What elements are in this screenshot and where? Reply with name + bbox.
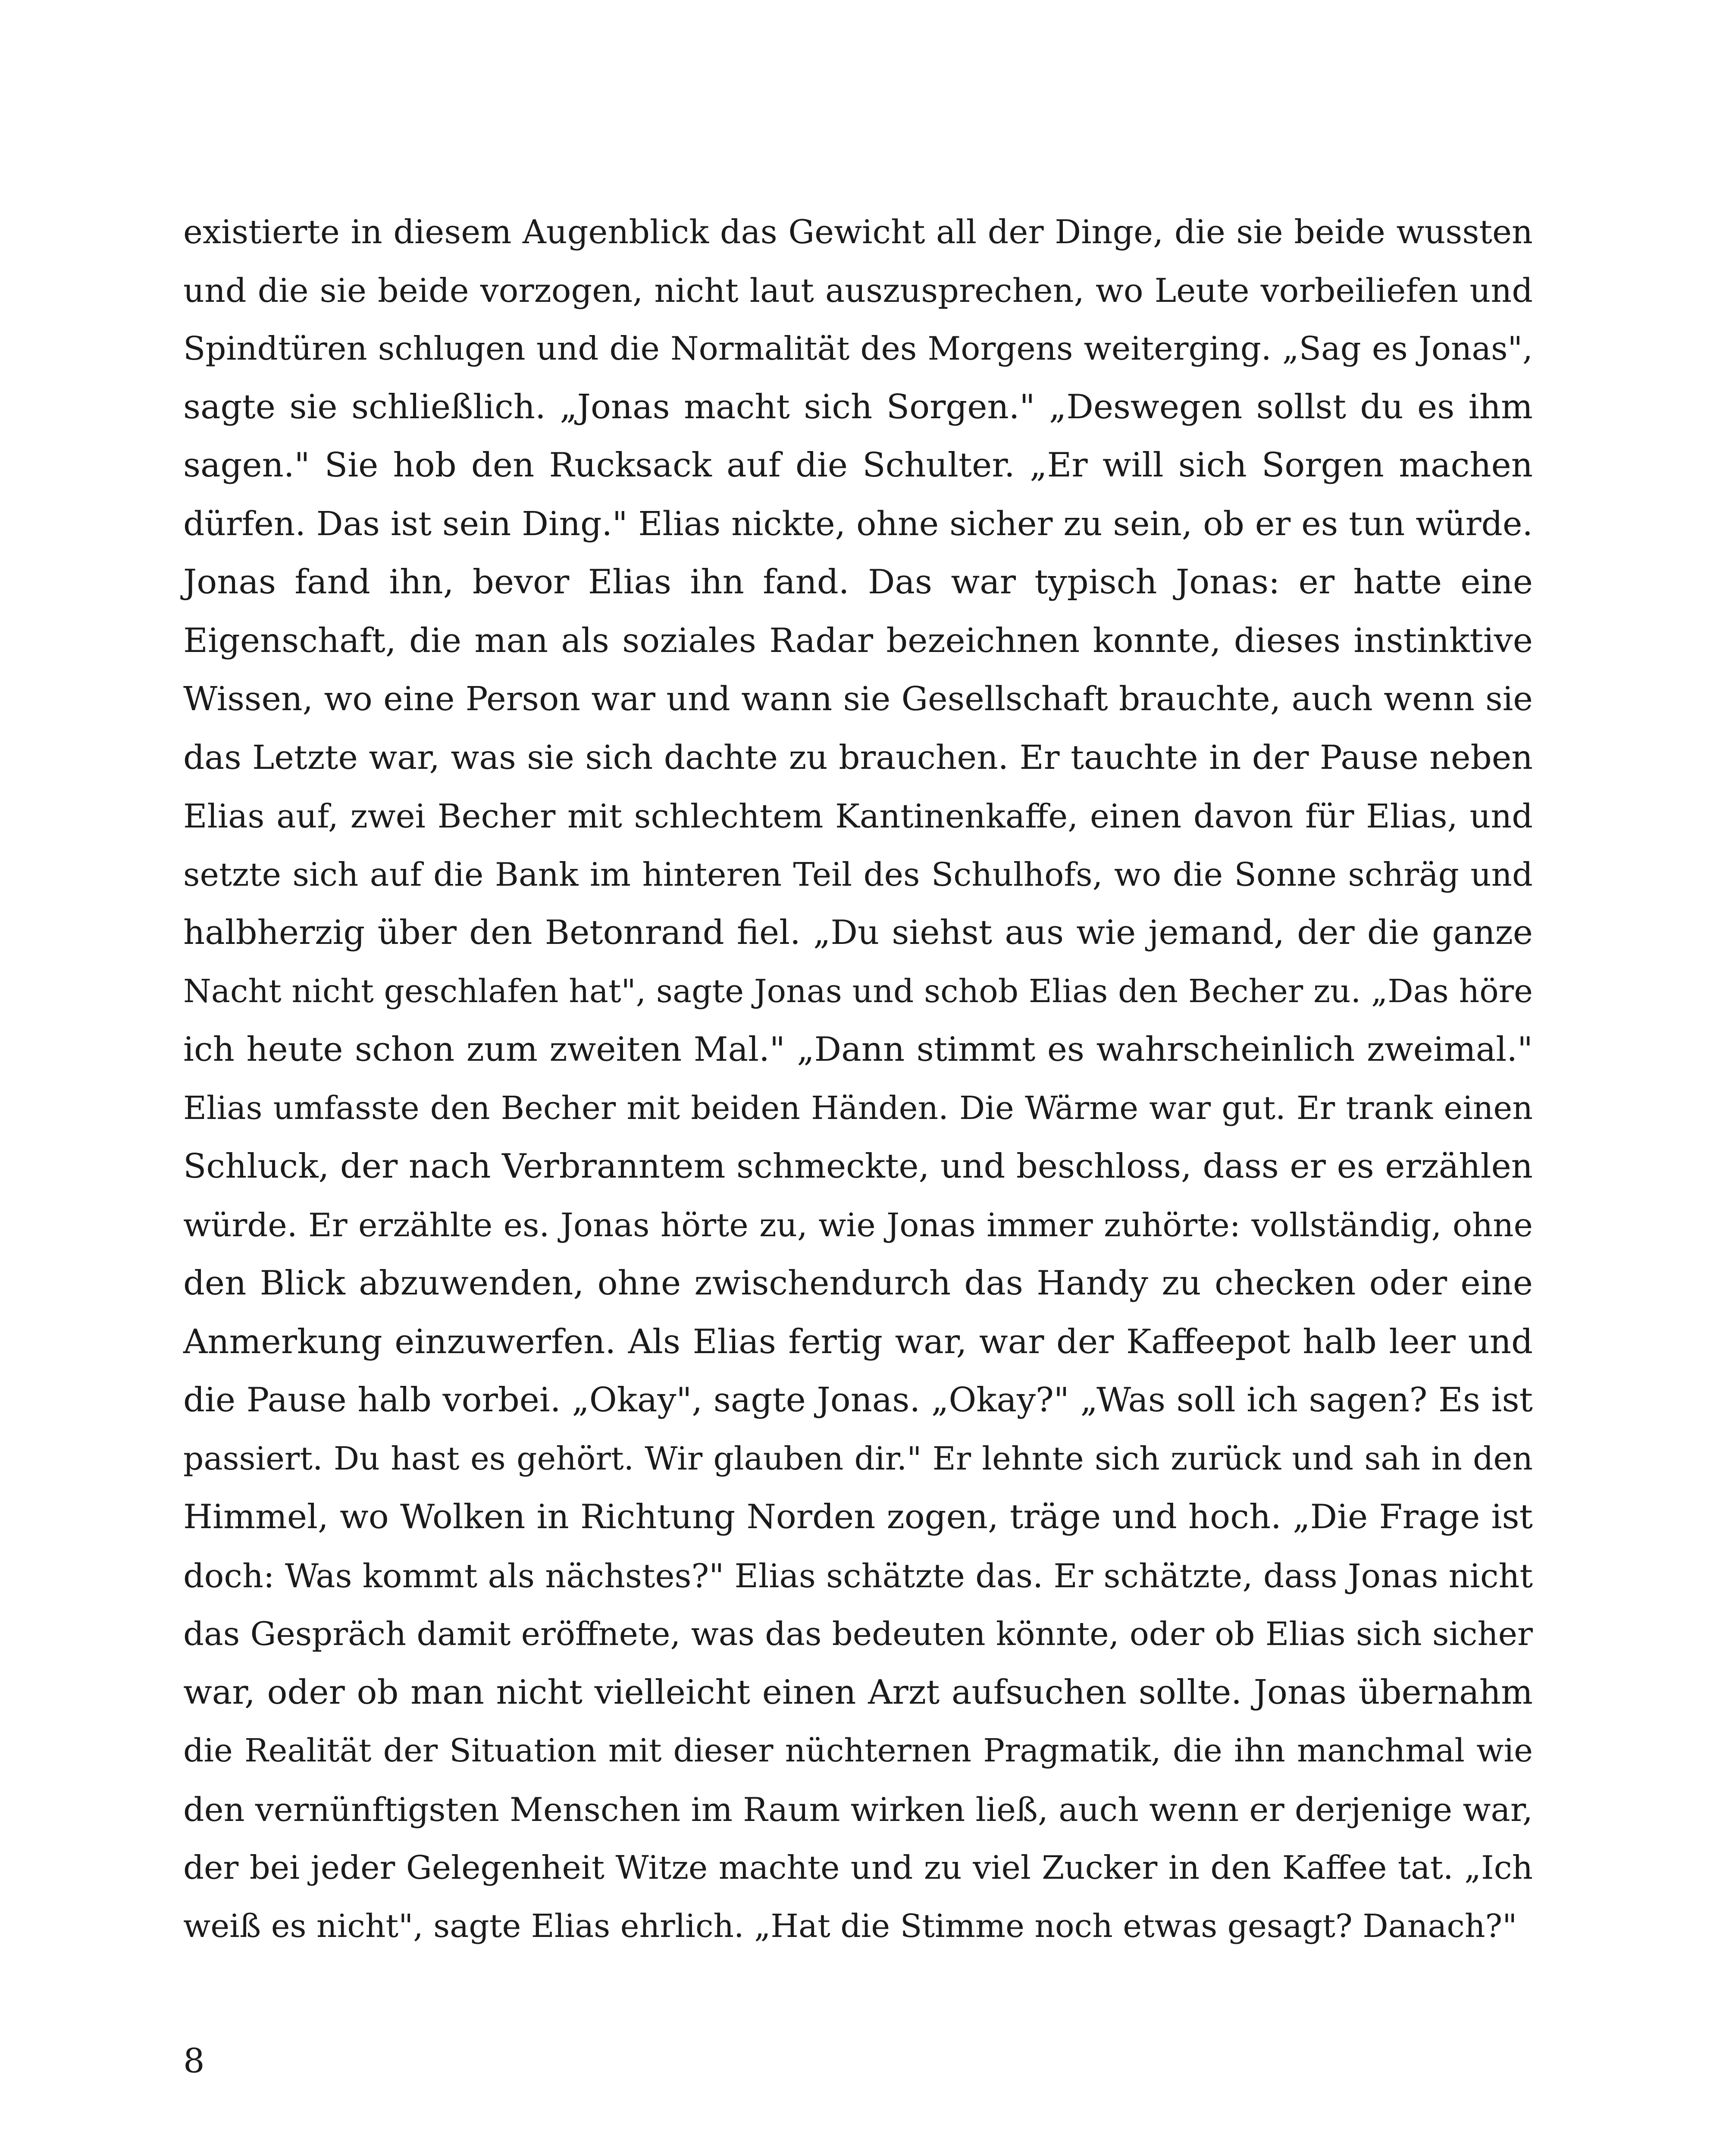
page-number: 8 — [183, 2042, 205, 2081]
text-line: setzte sich auf die Bank im hinteren Teil des Schulhofs, wo die Sonne schräg und — [183, 855, 1533, 893]
text-line: Anmerkung einzuwerfen. Als Elias fertig war, war der Kaffeepot halb leer und — [183, 1322, 1533, 1361]
text-line: Himmel, wo Wolken in Richtung Norden zogen, träge und hoch. „Die Frage ist — [183, 1498, 1533, 1536]
text-line: Jonas fand ihn, bevor Elias ihn fand. Das war typisch Jonas: er hatte eine — [183, 563, 1533, 602]
text-line: Eigenschaft, die man als soziales Radar bezeichnen konnte, dieses instinktive — [183, 621, 1533, 660]
text-line: Schluck, der nach Verbranntem schmeckte, und beschloss, dass er es erzählen — [183, 1147, 1533, 1186]
text-line: Spindtüren schlugen und die Normalität des Morgens weiterging. „Sag es Jonas", — [183, 329, 1533, 367]
body-paragraph — [183, 203, 1533, 1955]
text-line: die Pause halb vorbei. „Okay", sagte Jonas. „Okay?" „Was soll ich sagen? Es ist — [183, 1381, 1533, 1420]
text-line: Nacht nicht geschlafen hat", sagte Jonas und schob Elias den Becher zu. „Das höre — [183, 972, 1533, 1010]
text-line: würde. Er erzählte es. Jonas hörte zu, wie Jonas immer zuhörte: vollständig, ohne — [183, 1206, 1533, 1244]
text-line: war, oder ob man nicht vielleicht einen Arzt aufsuchen sollte. Jonas übernahm — [183, 1673, 1533, 1712]
text-line: halbherzig über den Betonrand fiel. „Du siehst aus wie jemand, der die ganze — [183, 913, 1533, 952]
text-line: sagen." Sie hob den Rucksack auf die Schulter. „Er will sich Sorgen machen — [183, 446, 1533, 485]
text-line: doch: Was kommt als nächstes?" Elias schätzte das. Er schätzte, dass Jonas nicht — [183, 1556, 1533, 1595]
text-line: den Blick abzuwenden, ohne zwischendurch das Handy zu checken oder eine — [183, 1264, 1533, 1303]
text-line: Elias umfasste den Becher mit beiden Händen. Die Wärme war gut. Er trank einen — [183, 1089, 1533, 1127]
text-line: und die sie beide vorzogen, nicht laut auszusprechen, wo Leute vorbeiliefen und — [183, 271, 1533, 310]
text-line: das Gespräch damit eröffnete, was das bedeuten könnte, oder ob Elias sich sicher — [183, 1615, 1533, 1653]
text-line: weiß es nicht", sagte Elias ehrlich. „Hat die Stimme noch etwas gesagt? Danach?" — [183, 1907, 1517, 1945]
text-line: Elias auf, zwei Becher mit schlechtem Kantinenkaffe, einen davon für Elias, und — [183, 797, 1533, 835]
text-line: sagte sie schließlich. „Jonas macht sich Sorgen." „Deswegen sollst du es ihm — [183, 387, 1533, 426]
text-line: ich heute schon zum zweiten Mal." „Dann stimmt es wahrscheinlich zweimal." — [183, 1030, 1533, 1069]
text-line: das Letzte war, was sie sich dachte zu brauchen. Er tauchte in der Pause neben — [183, 738, 1533, 777]
text-line: der bei jeder Gelegenheit Witze machte und zu viel Zucker in den Kaffee tat. „Ich — [183, 1849, 1533, 1887]
text-line: dürfen. Das ist sein Ding." Elias nickte, ohne sicher zu sein, ob er es tun würde. — [183, 505, 1533, 543]
text-line: passiert. Du hast es gehört. Wir glauben dir." Er lehnte sich zurück und sah in den — [183, 1440, 1533, 1477]
text-line: existierte in diesem Augenblick das Gewicht all der Dinge, die sie beide wussten — [183, 213, 1533, 251]
text-line: die Realität der Situation mit dieser nüchternen Pragmatik, die ihn manchmal wie — [183, 1732, 1533, 1769]
text-line: Wissen, wo eine Person war und wann sie Gesellschaft brauchte, auch wenn sie — [183, 680, 1533, 718]
text-line: den vernünftigsten Menschen im Raum wirken ließ, auch wenn er derjenige war, — [183, 1790, 1533, 1829]
